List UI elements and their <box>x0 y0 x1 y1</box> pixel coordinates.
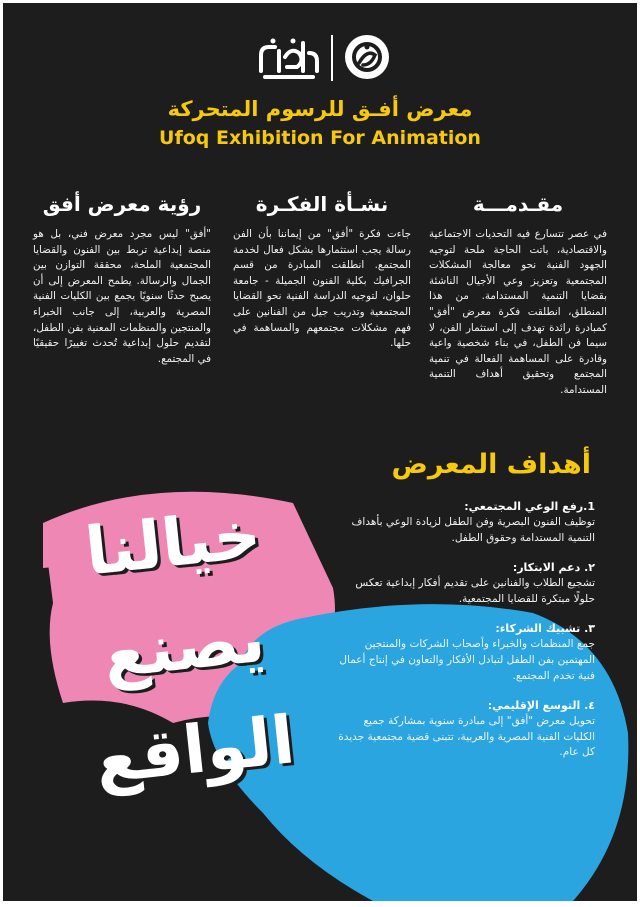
intro-heading: مقـدمـــة <box>472 192 564 216</box>
goal-text: جمع المنظمات والخبراء وأصحاب الشركات والمنتجين المهتمين بفن الطفل لتبادل الأفكار والتعاون في إنتاج أعمال فنية تخدم المجتمع. <box>339 638 595 682</box>
goal-text: توظيف الفنون البصرية وفن الطفل لزيادة الوعي بأهداف التنمية المستدامة وحقوق الطفل. <box>351 516 595 544</box>
goals-list <box>333 499 595 775</box>
goal-title: 1.رفع الوعي المجتمعي: <box>464 500 595 513</box>
goal-item <box>333 621 595 684</box>
origin-heading: نشـأة الفكـرة <box>255 192 389 216</box>
slogan <box>43 479 324 815</box>
poster <box>3 3 637 901</box>
goal-item <box>333 499 595 546</box>
slogan-line-2: يصنع <box>99 599 269 694</box>
title-arabic: معرض أفـق للرسوم المتحركة <box>167 97 473 121</box>
slogan-line-3: الواقع <box>91 701 299 799</box>
goal-title: ٢. دعم الابتكار: <box>512 561 595 575</box>
goal-text: تشجيع الطلاب والفنانين على تقديم أفكار إبداعية تعكس حلولًا مبتكرة للقضايا المجتمعية. <box>355 577 595 605</box>
origin-text: جاءت فكرة "أفق" من إيماننا بأن الفن رسالة يجب استثمارها بشكل فعال لخدمة المجتمع. انطلقت المبادرة من قسم الجرافيك بكلية الفنون الجميلة - جامعة حلوان، لتوجيه الدراسة الفنية نحو القضايا المجتمعية وتدريب جيل من الفنانين على فهم مشكلات مجتمعهم والمساهمة في حلها. <box>233 228 411 350</box>
vision-heading: رؤية معرض أفق <box>42 192 202 216</box>
goal-text: تحويل معرض "أفق" إلى مبادرة سنوية بمشاركة جميع الكليات الفنية المصرية والعربية، تتبنى قضية مجتمعية جديدة كل عام. <box>338 715 595 759</box>
goals-heading: أهداف المعرض <box>391 449 591 480</box>
slogan-line-1: خيالنا <box>81 495 265 591</box>
title-english: Ufoq Exhibition For Animation <box>159 127 481 149</box>
goal-item <box>333 560 595 607</box>
goal-title: ٤. التوسع الإقليمي: <box>487 699 595 713</box>
vision-text: "أفق" ليس مجرد معرض فني، بل هو منصة إبداعية تربط بين الفنون والقضايا المجتمعية الملحة، محققة التوازن بين الجمال والرسالة. يطمح المعرض إلى أن يصبح حدثًا سنويًا يجمع بين الكليات الفنية المصرية والعربية، إلى جانب الخبراء والمنتجين والمنظمات المعنية بفن الطفل، لتقديم حلول إبداعية تُحدث تغييرًا حقيقيًا في المجتمع. <box>33 228 211 365</box>
intro-text: في عصر تتسارع فيه التحديات الاجتماعية والاقتصادية، باتت الحاجة ملحة لتوجيه الجهود الفنية نحو معالجة المشكلات المجتمعية وتعزيز وعي الأجيال الناشئة بقضايا التنمية المستدامة. من هذا المنطلق، انطلقت فكرة معرض "أفق" كمبادرة رائدة تهدف إلى استثمار الفن، لا سيما فن الطفل، في بناء شخصية واعية وقادرة على المساهمة الفعالة في تنمية المجتمع وتحقيق أهداف التنمية المستدامة. <box>429 228 607 396</box>
goal-title: ٣. تشبيك الشركاء: <box>495 622 595 636</box>
goal-item <box>333 698 595 761</box>
